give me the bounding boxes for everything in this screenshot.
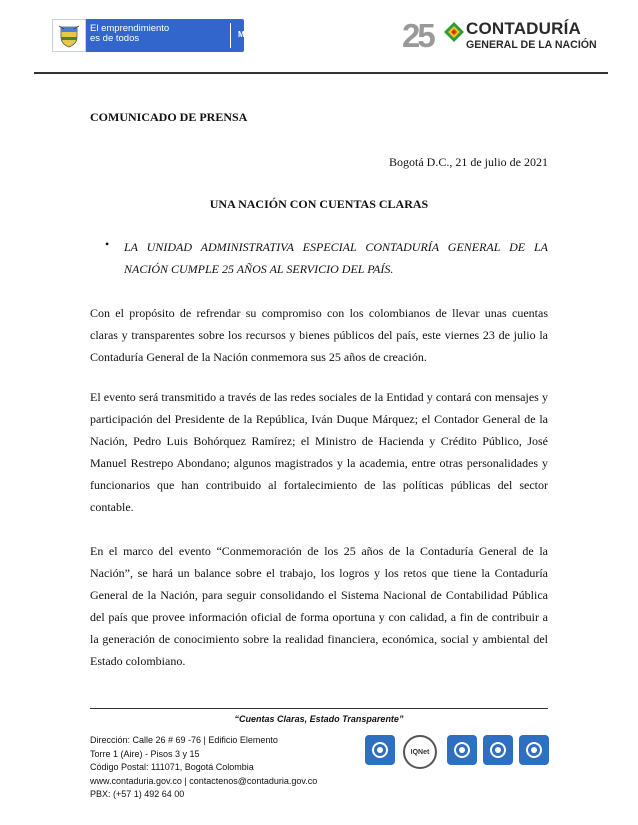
cgn-diamond-icon — [444, 22, 464, 42]
icontec-certification-badge — [482, 735, 514, 765]
bullet-text: LA UNIDAD ADMINISTRATIVA ESPECIAL CONTADURÍA GENERAL DE LA NACIÓN CUMPLE 25 AÑOS AL SERVICIO DEL PAÍS. — [124, 240, 548, 276]
icontec-icon — [519, 735, 549, 765]
icontec-certification-badge — [518, 735, 550, 765]
icontec-icon — [447, 735, 477, 765]
colombia-shield-icon — [52, 19, 86, 52]
footer-divider — [90, 708, 548, 709]
paragraph-1: Con el propósito de refrendar su compromiso con los colombianos de llevar unas cuentas claras y transparentes sobre los recursos y bienes públicos del país, este viernes 23 de julio la Contaduría General de la Nación conmemora sus 25 años de creación. — [90, 306, 548, 364]
footer-postal-code: Código Postal: 111071, Bogotá Colombia — [90, 762, 254, 772]
iqnet-certification-badge — [400, 735, 440, 769]
cgn-anniversary-number: 25 — [402, 17, 433, 54]
icontec-certification-badge — [446, 735, 478, 765]
footer-web-email[interactable]: www.contaduria.gov.co | contactenos@contaduria.gov.co — [90, 775, 318, 786]
icontec-icon — [365, 735, 395, 765]
footer-tower: Torre 1 (Aire) - Pisos 3 y 15 — [90, 748, 200, 759]
gov-logo-text: El emprendimiento es de todos — [90, 23, 170, 44]
gov-logo — [52, 19, 287, 52]
footer-address: Dirección: Calle 26 # 69 -76 | Edificio Elemento — [90, 735, 278, 745]
press-release-heading: COMUNICADO DE PRENSA — [90, 110, 248, 124]
paragraph-3: En el marco del evento “Conmemoración de los 25 años de la Contaduría General de la Nación”, se hará un balance sobre el trabajo, los logros y los retos que tiene la Contaduría General de la Nación, para seguir consolidando el Sistema Nacional de Contabilidad Pública del país que provee información oficial de forma oportuna y con calidad, a fin de contribuir a la generación de conocimiento sobre la realidad financiera, económica, social y ambiental del Estado colombiano. — [90, 544, 548, 668]
header-divider — [34, 72, 608, 74]
gov-ministry-label: Minhacienda — [238, 30, 287, 39]
paragraph-2: El evento será transmitido a través de las redes sociales de la Entidad y contará con mensajes y participación del Presidente de la República, Iván Duque Márquez; el Contador General de la Nación, Pedro Luis Bohórquez Ramírez; el Ministro de Hacienda y Crédito Público, José Manuel Restrepo Abondano; algunos magistrados y la academia, entre otras personalidades y funcionarios que han contribuido al fortalecimiento de las políticas públicas del sector contable. — [90, 390, 548, 514]
cgn-subtitle: GENERAL DE LA NACIÓN — [466, 39, 597, 51]
document-title: UNA NACIÓN CON CUENTAS CLARAS — [209, 197, 429, 211]
cgn-title: CONTADURÍA — [466, 19, 582, 38]
icontec-icon — [483, 735, 513, 765]
iqnet-seal-icon: IQNet — [403, 735, 437, 769]
icontec-certification-badge — [364, 735, 396, 765]
footer-phone: PBX: (+57 1) 492 64 00 — [90, 789, 185, 799]
gov-logo-divider — [230, 23, 231, 48]
footer-slogan: “Cuentas Claras, Estado Transparente” — [234, 714, 404, 724]
document-date: Bogotá D.C., 21 de julio de 2021 — [389, 155, 548, 169]
cgn-logo — [400, 13, 595, 59]
bullet-marker: • — [105, 237, 110, 251]
